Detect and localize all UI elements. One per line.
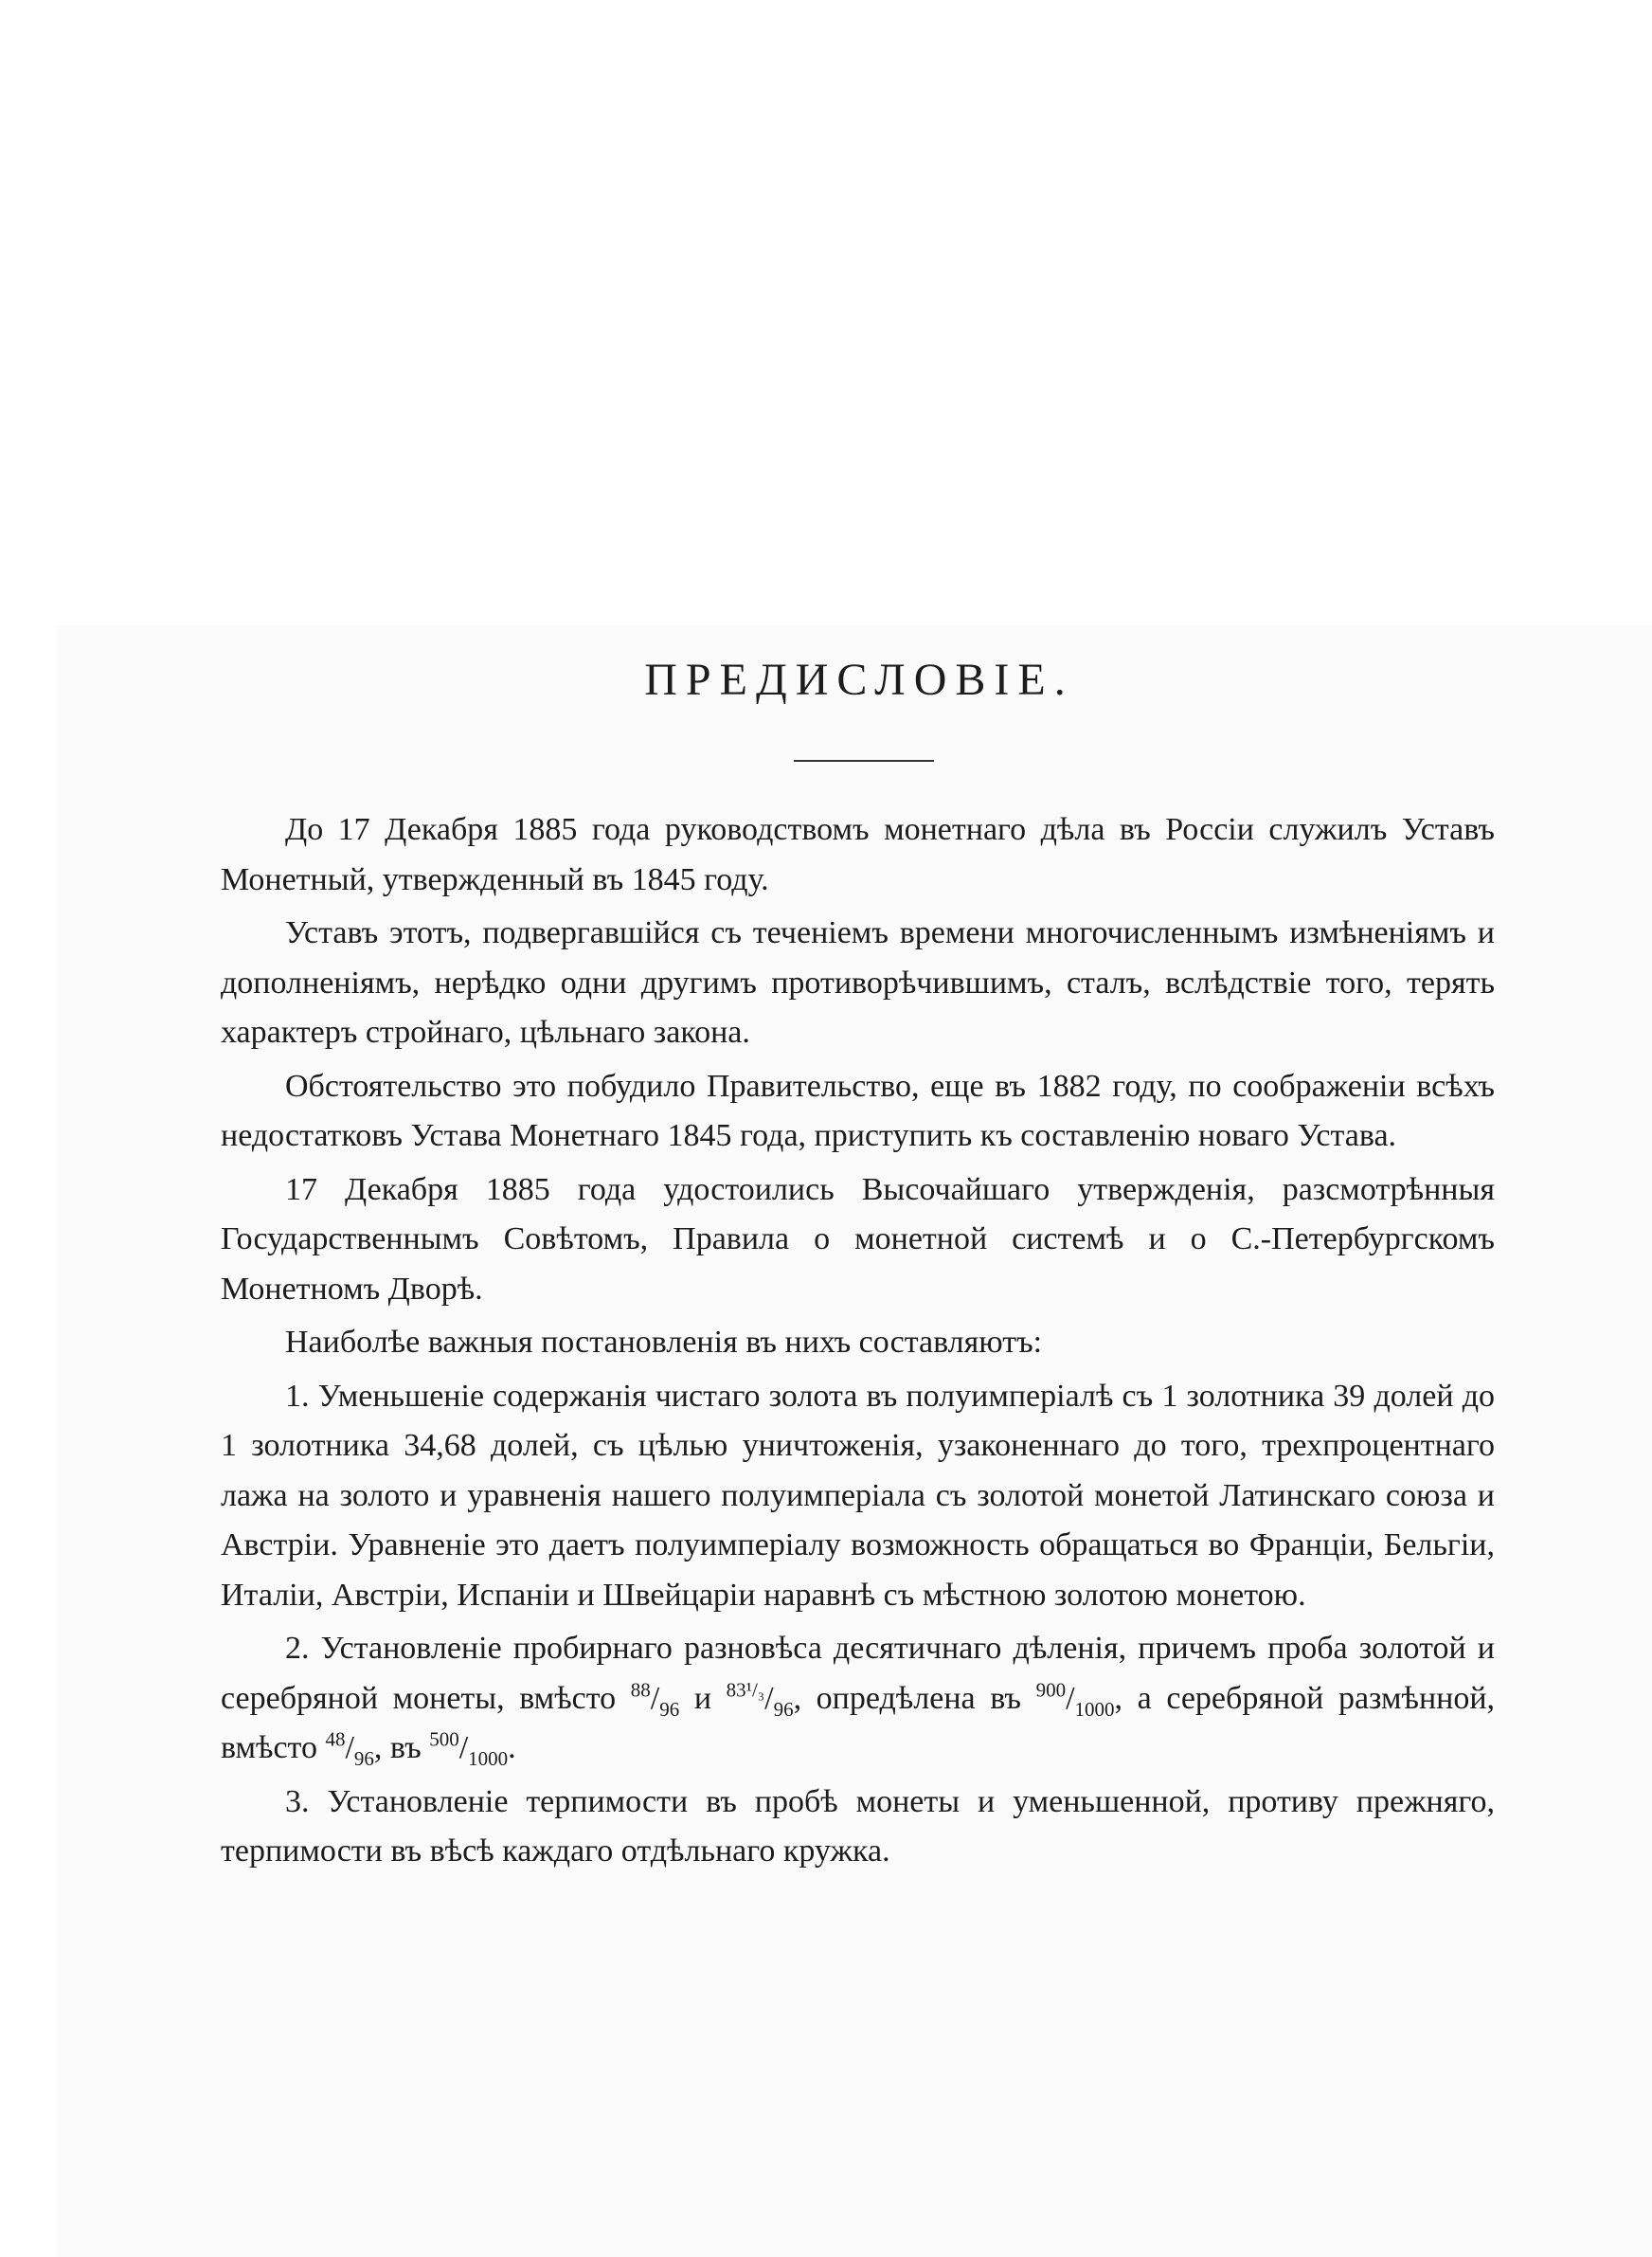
- page-title: ПРЕДИСЛОВІЕ.: [644, 655, 1074, 705]
- fraction-1-denominator: 96: [659, 1697, 680, 1721]
- paragraph-8: 3. Установленіе терпимости въ пробѣ монеты и уменьшенной, противу прежняго, терпимости въ вѣсѣ каждаго отдѣльнаго кружка.: [221, 1783, 1495, 1869]
- paragraph-6: 1. Уменьшеніе содержанія чистаго золота въ полуимперіалѣ съ 1 золотника 39 долей до 1 золотника 34,68 долей, съ цѣлью уничтоженія, узаконеннаго до того, трехпроцентнаго лажа на золото и уравненія нашего полуимперіала съ золотой монетой Латинскаго союза и Австріи. Уравненіе это даетъ полуимперіалу возможность обращаться во Франціи, Бельгіи, Италіи, Австріи, Испаніи и Швейцаріи наравнѣ съ мѣстною золотою монетою.: [221, 1378, 1495, 1613]
- assay-and: и: [693, 1680, 712, 1716]
- assay-defined: , опредѣлена въ: [793, 1680, 1021, 1716]
- foreword-body: [221, 805, 1495, 1881]
- fraction-5-numerator: 500: [429, 1727, 459, 1751]
- paragraph-7: 2. Установленіе пробирнаго разновѣса десятичнаго дѣленія, причемъ проба золотой и серебряной монеты, вмѣсто $^{88}/_{96}$ и $^{83^1/_3}/_{96}$, опредѣлена въ $^{900}/_{1000}$, а серебряной размѣнной, вмѣсто $^{48}/_{96}$, въ $^{500}/_{1000}$.: [221, 1631, 1496, 1770]
- fraction-2-numerator: 83¹/₃: [726, 1678, 765, 1702]
- fraction-3-numerator: 900: [1035, 1678, 1067, 1702]
- paragraph-5: Наиболѣе важныя постановленія въ нихъ составляютъ:: [285, 1325, 1043, 1360]
- fraction-2-denominator: 96: [773, 1697, 794, 1721]
- paragraph-2: Уставъ этотъ, подвергавшійся съ теченіемъ времени многочисленнымъ измѣненіямъ и дополненіямъ, нерѣдко одни другимъ противорѣчившимъ, сталъ, вслѣдствіе того, терять характеръ стройнаго, цѣльнаго закона.: [221, 915, 1495, 1050]
- fraction-4-numerator: 48: [325, 1727, 346, 1751]
- paragraph-4: 17 Декабря 1885 года удостоились Высочайшаго утвержденія, разсмотрѣнныя Государственнымъ Совѣтомъ, Правила о монетной системѣ и о С.-Петербургскомъ Монетномъ Дворѣ.: [221, 1171, 1495, 1307]
- title-divider: [794, 760, 934, 762]
- paragraph-1: До 17 Декабря 1885 года руководствомъ монетнаго дѣла въ Россіи служилъ Уставъ Монетный, утвержденный въ 1845 году.: [221, 812, 1495, 897]
- fraction-5-denominator: 1000: [468, 1746, 509, 1770]
- fraction-4-denominator: 96: [353, 1746, 374, 1770]
- fraction-1-numerator: 88: [630, 1678, 651, 1702]
- fraction-3-denominator: 1000: [1074, 1697, 1115, 1721]
- assay-end: .: [508, 1730, 516, 1765]
- paragraph-3: Обстоятельство это побудило Правительство, еще въ 1882 году, по соображеніи всѣхъ недостатковъ Устава Монетнаго 1845 года, приступить къ составленію новаго Устава.: [221, 1068, 1495, 1153]
- assay-intro: 2. Установленіе пробирнаго разновѣса десятичнаго дѣленія, причемъ проба золотой и серебряной монеты, вмѣсто: [221, 1631, 1495, 1716]
- assay-in: , въ: [373, 1730, 422, 1765]
- assay-mid: , а серебряной размѣнной, вмѣсто: [221, 1680, 1496, 1765]
